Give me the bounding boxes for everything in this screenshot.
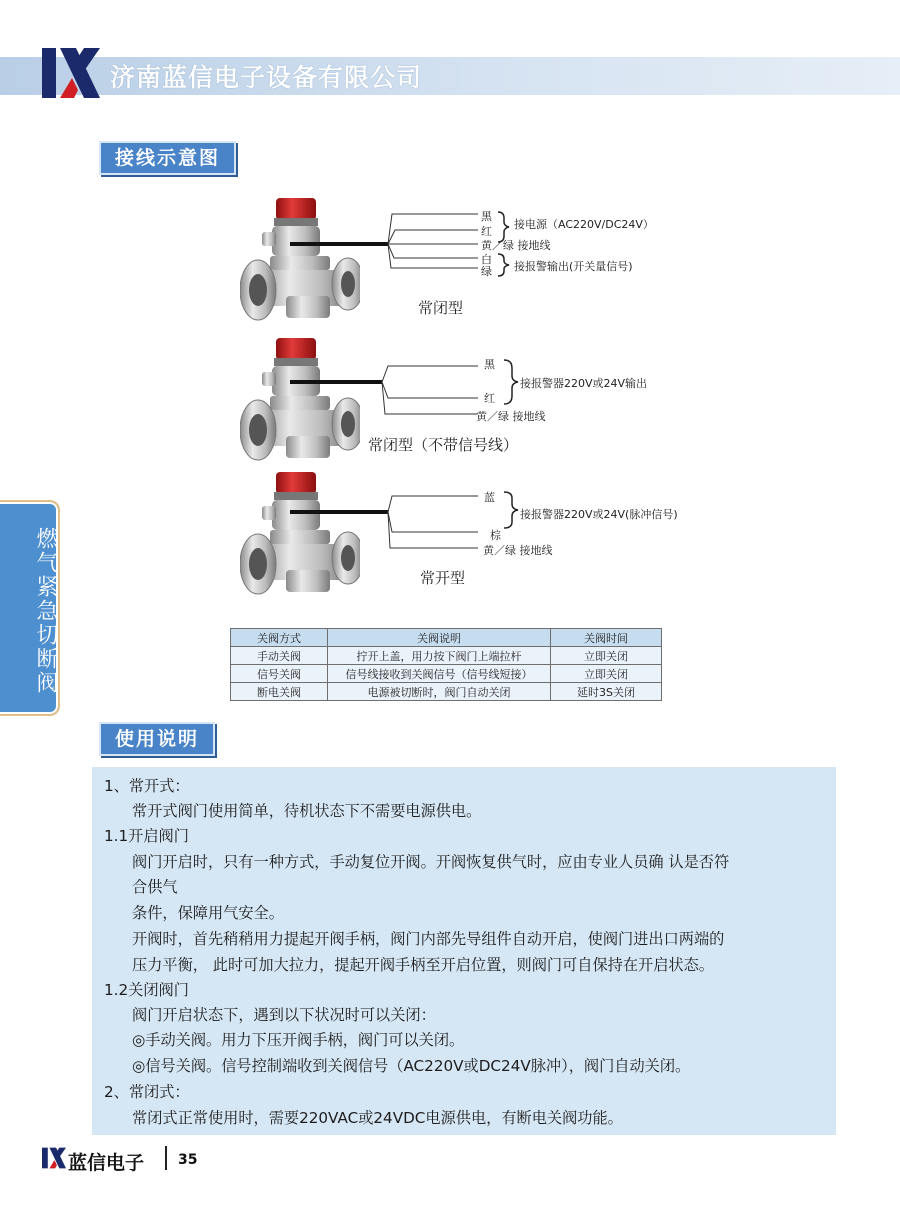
table-header-row xyxy=(231,629,662,647)
instruction-line: 1.2关闭阀门 xyxy=(104,981,189,999)
wire-label-green: 绿 xyxy=(481,265,492,278)
wire-label-white: 白 xyxy=(481,253,492,266)
page-number: 35 xyxy=(178,1152,198,1168)
instruction-line: ◎信号关阀。信号控制端收到关阀信号（AC220V或DC24V脉冲），阀门自动关闭。 xyxy=(132,1057,691,1075)
instruction-line: 阀门开启状态下，遇到以下状况时可以关闭： xyxy=(132,1006,436,1024)
table-cell: 信号关阀 xyxy=(231,665,328,683)
wire-label-ground: 黄／绿 接地线 xyxy=(476,410,546,423)
wire-label-red: 红 xyxy=(481,225,492,238)
instruction-line: 常开式阀门使用简单，待机状态下不需要电源供电。 xyxy=(132,802,482,820)
table-cell: 延时3S关闭 xyxy=(551,683,662,701)
table-cell: 拧开上盖，用力按下阀门上端拉杆 xyxy=(328,647,551,665)
instruction-line: 合供气 xyxy=(132,878,178,896)
wire-label-black: 黑 xyxy=(484,358,495,371)
company-name: 济南蓝信电子设备有限公司 xyxy=(110,63,423,92)
instruction-line: 1.1开启阀门 xyxy=(104,827,189,845)
side-tab-label: 燃气紧急切断阀 xyxy=(33,527,58,695)
wire-label-red: 红 xyxy=(484,392,495,405)
instruction-line: 1、常开式： xyxy=(104,777,190,795)
instruction-line: 2、常闭式： xyxy=(104,1083,190,1101)
wire-label-black: 黑 xyxy=(481,210,492,223)
table-header-cell: 关阀说明 xyxy=(328,629,551,647)
wire-label-alarm: 接报警器220V或24V输出 xyxy=(520,377,648,390)
wire-label-ground: 黄／绿 接地线 xyxy=(483,544,553,557)
section-title-wiring: 接线示意图 xyxy=(99,141,236,175)
diagram-title-normally-closed: 常闭型 xyxy=(418,299,464,317)
table-cell: 电源被切断时，阀门自动关闭 xyxy=(328,683,551,701)
table-cell: 立即关闭 xyxy=(551,665,662,683)
wire-label-power: 接电源（AC220V/DC24V） xyxy=(514,218,654,231)
footer-logo xyxy=(42,1147,66,1169)
wire-label-brown: 棕 xyxy=(490,529,501,542)
table-cell: 信号线接收到关阀信号（信号线短接） xyxy=(328,665,551,683)
table-cell: 手动关阀 xyxy=(231,647,328,665)
table-row xyxy=(231,647,662,665)
table-row xyxy=(231,665,662,683)
footer-divider xyxy=(165,1146,167,1170)
wire-label-ground: 黄／绿 接地线 xyxy=(481,239,551,252)
table-row xyxy=(231,683,662,701)
diagram-title-normally-open: 常开型 xyxy=(420,569,466,587)
instruction-line: 开阀时，首先稍稍用力提起开阀手柄，阀门内部先导组件自动开启，使阀门进出口两端的 xyxy=(132,930,725,948)
instruction-line: 压力平衡， 此时可加大拉力，提起开阀手柄至开启位置，则阀门可自保持在开启状态。 xyxy=(132,956,714,974)
table-header-cell: 关阀时间 xyxy=(551,629,662,647)
diagram-title-normally-closed-nosignal: 常闭型（不带信号线） xyxy=(368,436,519,454)
close-method-table xyxy=(230,628,662,701)
footer-brand: 蓝信电子 xyxy=(68,1152,145,1174)
wire-label-alarm-output: 接报警输出(开关量信号) xyxy=(514,260,633,273)
wire-label-blue: 蓝 xyxy=(484,491,495,504)
table-header-cell: 关阀方式 xyxy=(231,629,328,647)
table-cell: 断电关阀 xyxy=(231,683,328,701)
section-title-usage: 使用说明 xyxy=(99,722,215,756)
wire-label-alarm: 接报警器220V或24V(脉冲信号) xyxy=(520,508,678,521)
instruction-line: ◎手动关阀。用力下压开阀手柄，阀门可以关闭。 xyxy=(132,1031,465,1049)
instruction-line: 条件，保障用气安全。 xyxy=(132,904,284,922)
table-cell: 立即关闭 xyxy=(551,647,662,665)
instruction-line: 常闭式正常使用时，需要220VAC或24VDC电源供电，有断电关阀功能。 xyxy=(132,1109,623,1127)
instructions-panel xyxy=(92,767,836,1135)
instruction-line: 阀门开启时，只有一种方式，手动复位开阀。开阀恢复供气时，应由专业人员确 认是否符 xyxy=(132,853,730,871)
